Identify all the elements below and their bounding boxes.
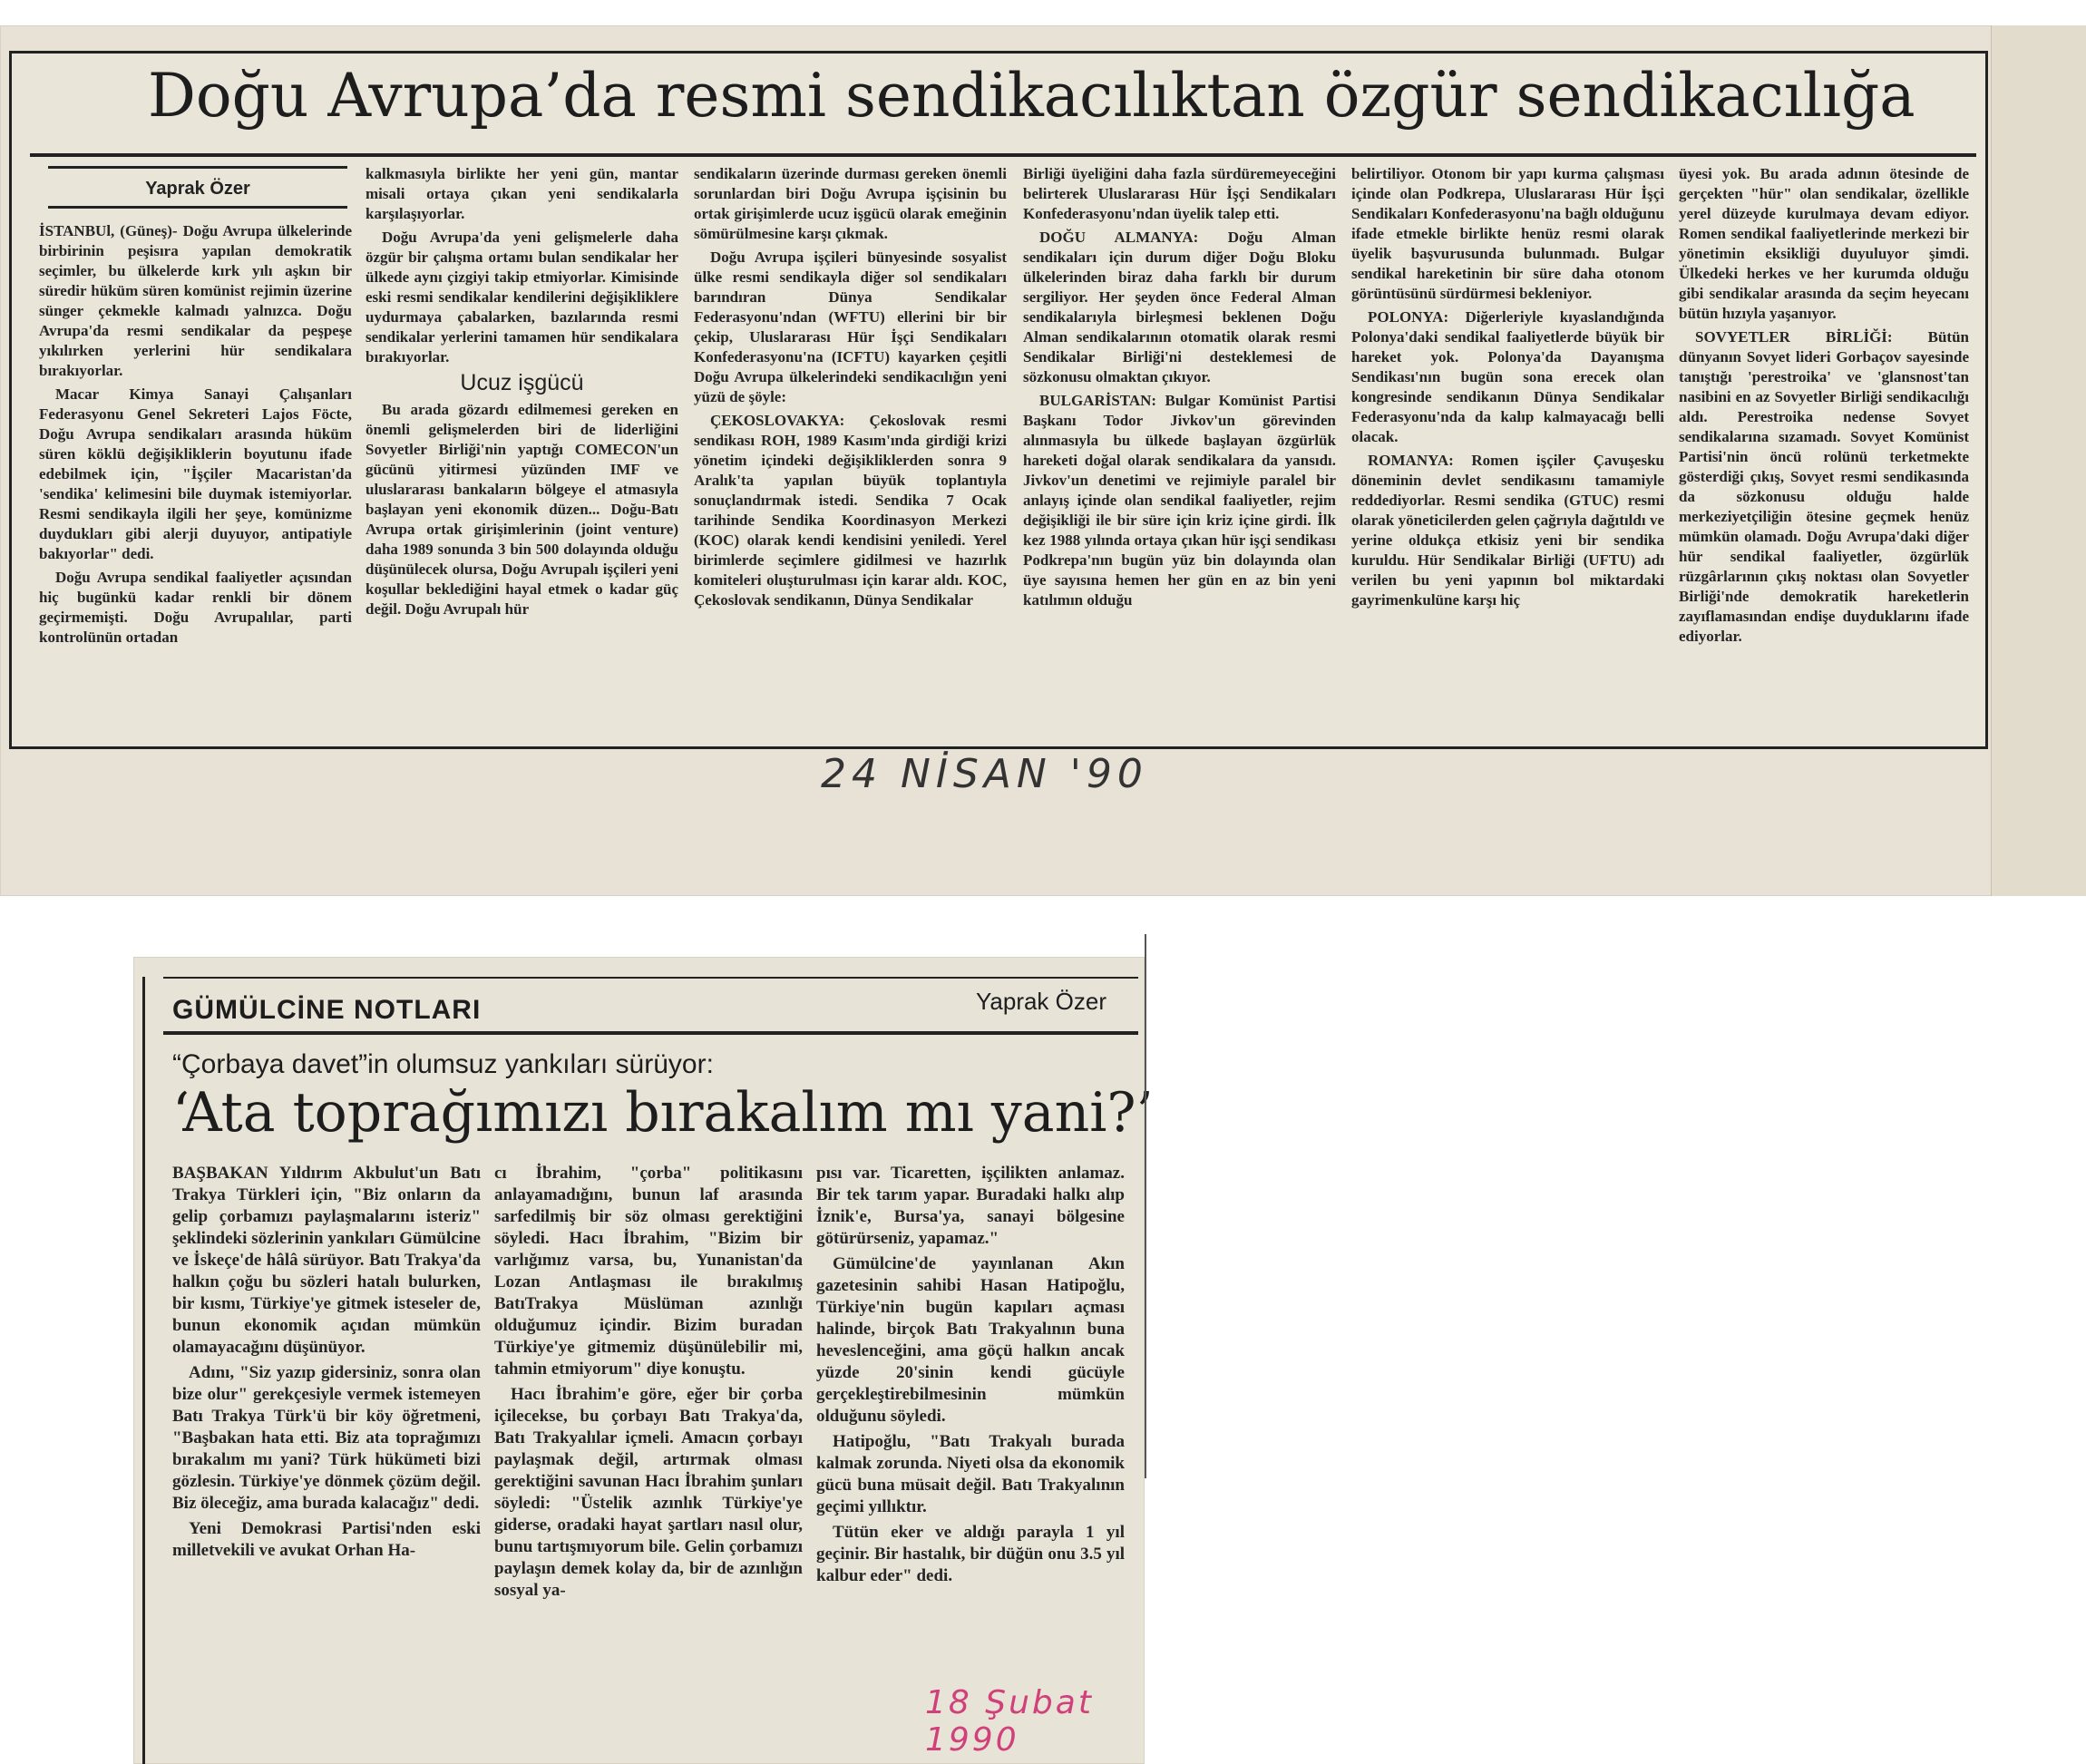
paragraph: kalkmasıyla birlikte her yeni gün, mantar misali ortaya çıkan yeni sendikalarla karşılaşıyorlar.: [366, 165, 678, 222]
paragraph: pısı var. Ticaretten, işçilikten anlamaz. Bir tek tarım yapar. Buradaki halkı alıp İznik'e, Bursa'ya, sanayi bölgesine götürürseniz, yapamaz.": [816, 1164, 1125, 1248]
article-1-column-3: [694, 164, 1007, 745]
paragraph: Gümülcine'de yayınlanan Akın gazetesinin sahibi Hasan Hatipoğlu, Türkiye'nin bugün kapıları açması halinde, birçok Batı Trakyalının buna heveslenceğini, ama göçü halkın ancak yüzde 20'sinin kendi gücüyle gerçekleştirebilmesinin mümkün olduğunu söyledi.: [816, 1254, 1125, 1426]
article-1-byline: Yaprak Özer: [145, 179, 250, 199]
article-2-kicker: “Çorbaya davet”in olumsuz yankıları sürüyor:: [172, 1049, 714, 1079]
paragraph: BAŞBAKAN Yıldırım Akbulut'un Batı Trakya Türkleri için, "Biz onların da gelip çorbamızı paylaşmalarını isteriz" şeklindeki sözlerinin yankıları Gümülcine ve İskeçe'de hâlâ sürüyor. Batı Trakya'da halkın çoğu bu sözleri hatalı bulurken, bir kısmı, Türkiye'ye gitmek isteseler de, bunun ekonomik açıdan mümkün olamayacağını düşünüyor.: [172, 1164, 481, 1357]
article-1-column-6: [1679, 164, 1969, 745]
section-rule-bottom: [163, 1031, 1138, 1035]
paragraph: İSTANBUl, (Güneş)- Doğu Avrupa ülkelerinde birbirinin peşisıra yapılan demokratik seçimler, bu ülkelerde kırk yılı aşkın bir süredir hüküm süren komünist rejimin üzerine sünger çekmekle kalmadı yalnızca. Doğu Avrupa'da resmi sendikalar da peşpeşe yıkılırken yerlerini hür sendikalara bırakıyorlar.: [39, 222, 352, 379]
paragraph: Doğu Avrupa'da yeni gelişmelerle daha özgür bir çalışma ortamı bulan sendikalar her ülkede aynı çizgiyi takip etmiyorlar. Kimisinde eski resmi sendikalar kendilerini değişikliklere uydurmaya çabalarken, bazılarında resmi sendikalar yerlerini tamamen hür sendikalara bırakıyorlar.: [366, 229, 678, 365]
clipping-1-edge: [1991, 25, 2086, 896]
article-1-subheading: Ucuz işgücü: [460, 370, 584, 395]
article-1-column-4: [1023, 164, 1336, 745]
section-rule-top: [163, 977, 1138, 979]
paragraph: DOĞU ALMANYA: Doğu Alman sendikaları için durum diğer Doğu Bloku ülkelerinden biraz daha farklı bir durum sergiliyor. Her şeyden önce Federal Alman sendikalarıyla birleşmesi beklenen Doğu Alman sendikalarının otomatik olarak resmi Sendikalar Birliği'ni desteklemesi de sözkonusu olmaktan çıkıyor.: [1023, 229, 1336, 385]
handwritten-date-1: 24 NİSAN '90: [821, 751, 1148, 797]
handwritten-date-2: 18 Şubat 1990: [925, 1684, 1094, 1759]
paragraph: Yeni Demokrasi Partisi'nden eski milletvekili ve avukat Orhan Ha-: [172, 1519, 481, 1560]
paragraph: Macar Kimya Sanayi Çalışanları Federasyonu Genel Sekreteri Lajos Föcte, Doğu Avrupa sendikaları arasında hüküm süren köklü değişikliklerin boyutunu ifade edebilmek için, "İşçiler Macaristan'da 'sendika' kelimesini bile duymak istemiyorlar. Resmi sendikayla ilgili her şeye, komünizme duydukları gibi alerji duyuyor, antipatiyle bakıyorlar" dedi.: [39, 385, 352, 562]
paragraph: üyesi yok. Bu arada adının ötesinde de gerçekten "hür" olan sendikalar, özellikle yerel düzeyde kurulmaya devam ediyor. Romen sendikal faaliyetlerinde merkezi bir yönetimin eksikliği duyuluyor şimdi. Ülkedeki herkes ve her kurumda olduğu gibi sendikalar arasında da seçim heyecanı bütün hızıyla yaşanıyor.: [1679, 165, 1969, 322]
paragraph: Bu arada gözardı edilmemesi gereken en önemli gelişmelerden biri de liderliğini Sovyetler Birliği'nin yaptığı COMECON'un gücünü yitirmesi yüzünden IMF ve uluslararası bankaların bölgeye el atmasıyla başlayan yeni ekonomik düzen... Doğu-Batı Avrupa ortak girişimlerinin (joint venture) daha 1989 sonunda 3 bin 500 dolayında olduğu düşünülecek olursa, Doğu Avrupalı işçileri yeni koşullar beklediğini hayal etmek o kadar güç değil. Doğu Avrupalı hür: [366, 401, 678, 618]
paragraph: Doğu Avrupa işçileri bünyesinde sosyalist ülke resmi sendikayla diğer sol sendikaları barındıran Dünya Sendikalar Federasyonu'ndan (WFTU) ellerini bir bir çekip, Uluslararası Hür İşçi Sendikaları Konfederasyonu'na (ICFTU) kayarken çeşitli Doğu Avrupa ülkelerindeki sendikacılığın yeni yüzü de şöyle:: [694, 249, 1007, 405]
article-2-column-1: [172, 1163, 481, 1752]
paragraph: Doğu Avrupa sendikal faaliyetler açısından hiç bugünkü kadar renkli bir dönem geçirmemişti. Doğu Avrupalılar, parti kontrolünün ortadan: [39, 569, 352, 646]
article-1-column-2: [366, 164, 678, 745]
byline-rule-top: [48, 166, 347, 169]
article-2-headline: ‘Ata toprağımızı bırakalım mı yani?’: [172, 1081, 1154, 1145]
paragraph: Hacı İbrahim'e göre, eğer bir çorba içilecekse, bu çorbayı Batı Trakya'da, Batı Trakyalılar içmeli. Amacın çorbayı paylaşmak değil, artırmak olması gerektiğini savunan Hacı İbrahim şunları söyledi: "Üstelik azınlık Türkiye'ye giderse, oradaki hayat şartları nasıl olur, bunu tartışmıyorum bile. Gelin çorbamızı paylaşın demek kolay da, bir de azınlığın sosyal ya-: [494, 1385, 803, 1600]
paragraph: Tütün eker ve aldığı parayla 1 yıl geçinir. Bir hastalık, bir düğün onu 3.5 yıl kalbur eder" dedi.: [816, 1523, 1125, 1585]
adjacent-clipping-edge: [1145, 934, 1159, 1478]
paragraph: belirtiliyor. Otonom bir yapı kurma çalışması içinde olan Podkrepa, Uluslararası Hür İşçi Sendikaları Konfederasyonu'na bağlı olduğunu ifade etmekle birlikte henüz resmi olarak üyelik başvurusunda bulunmadı. Bulgar sendikal hareketinin bir süre daha otonom görüntüsünü sürdürmesi bekleniyor.: [1351, 165, 1664, 302]
paragraph: ÇEKOSLOVAKYA: Çekoslovak resmi sendikası ROH, 1989 Kasım'ında girdiği krizi yönetim içindeki değişikliklerden sonra 9 Aralık'ta yapılan büyük toplantıyla sonuçlandırmak istedi. Sendika 7 Ocak tarihinde Sendika Koordinasyon Merkezi (KOC) olarak kendi kendisini yeniledi. Yerel birimlerde seçimlere gidilmesi ve hazırlık komiteleri oluşturulması için karar aldı. KOC, Çekoslovak sendikanın, Dünya Sendikalar: [694, 412, 1007, 609]
paragraph: cı İbrahim, "çorba" politikasını anlayamadığını, bunun laf arasında sarfedilmiş bir söz olması gerektiğini söyledi. Hacı İbrahim, "Bizim bir varlığımız varsa, bu, Yunanistan'da Lozan Antlaşması ile bırakılmış BatıTrakya Müslüman azınlığı olduğumuz içindir. Bizim buradan Türkiye'ye gitmemiz düşünülebilir mi, tahmin etmiyorum" diye konuştu.: [494, 1164, 803, 1379]
clipping-1: [0, 25, 2086, 896]
paragraph: sendikaların üzerinde durması gereken önemli sorunlardan biri Doğu Avrupa işçisinin bu ortak girişimlerde ucuz işgücü olarak emeğinin sömürülmesine karşı çıkmak.: [694, 165, 1007, 242]
article-1-frame: [9, 51, 1988, 749]
paragraph: Hatipoğlu, "Batı Trakyalı burada kalmak zorunda. Niyeti olsa da ekonomik gücü buna müsait değil. Batı Trakyalının geçimi yıllıktır.: [816, 1432, 1125, 1516]
article-1-headline: Doğu Avrupa’da resmi sendikacılıktan özgür sendikacılığa: [148, 61, 1915, 131]
paragraph: BULGARİSTAN: Bulgar Komünist Partisi Başkanı Todor Jivkov'un görevinden alınmasıyla bu ülkede başlayan özgürlük hareketi doğal olarak sendikalara da yansıdı. Jivkov'un denetimi ve rejimiyle paralel bir anlayış içinde olan sendikal faaliyetler, rejim değişikliği ile bir süre için kriz içine girdi. İlk kez 1988 yılında ortaya çıkan hür işçi sendikası Podkrepa'nın bugün yüz bin dolayında olan üye sayısına hemen her gün en az bin yeni katılımın olduğu: [1023, 392, 1336, 609]
byline-rule-bottom: [48, 206, 347, 209]
paragraph: Adını, "Siz yazıp gidersiniz, sonra olan bize olur" gerekçesiyle vermek istemeyen Batı Trakya Türk'ü bir köy öğretmeni, "Başbakan hata etti. Biz ata toprağımızı bırakalım mı yani? Türk hükümeti bizi gözlesin. Türkiye'ye dönmek çözüm değil. Biz öleceğiz, ama burada kalacağız" dedi.: [172, 1363, 481, 1513]
paragraph: POLONYA: Diğerleriyle kıyaslandığında Polonya'daki sendikal faaliyetlerde büyük bir hareket yok. Polonya'da Dayanışma Sendikası'nın bugün sona erecek olan kongresinde sendikanın Dünya Sendikalar Federasyonu'nda da kalıp kalmayacağı belli olacak.: [1351, 308, 1664, 445]
article-2-column-3: [816, 1163, 1125, 1671]
article-1-column-1: [39, 221, 352, 743]
article-2-frame: [142, 977, 1154, 1764]
article-2-column-2: [494, 1163, 803, 1752]
paragraph: Birliği üyeliğini daha fazla sürdüremeyeceğini belirterek Uluslararası Hür İşçi Sendikaları Konfederasyonu'ndan üyelik talep etti.: [1023, 165, 1336, 222]
article-2-byline: Yaprak Özer: [975, 988, 1106, 1015]
clipping-2: [133, 957, 1154, 1764]
article-1-column-5: [1351, 164, 1664, 745]
paragraph: ROMANYA: Romen işçiler Çavuşesku döneminin devlet sendikasını tamamiyle reddediyorlar. Resmi sendika (GTUC) resmi olarak yöneticilerden gelen çağrıyla dağıtıldı ve yerine oldukça etkisiz yeni bir sendika kuruldu. Hür Sendikalar Birliği (UFTU) adı verilen bu yeni yapının bol miktardaki gayrimenkulüne karşı hiç: [1351, 452, 1664, 609]
section-title: GÜMÜLCİNE NOTLARI: [172, 995, 482, 1025]
paragraph: SOVYETLER BİRLİĞİ: Bütün dünyanın Sovyet lideri Gorbaçov sayesinde tanıştığı 'perestroika' ve 'glansnost'tan nasibini en az Sovyetler Birliği sendikacılığı aldı. Perestroika nedense Sovyet sendikalarına sızamadı. Sovyet Komünist Partisi'nin öncü rolünü terketmekte gösterdiği çıkış, Sovyet resmi sendikasında da sözkonusu olduğu halde merkeziyetçiliğin ötesine geçmek henüz mümkün olamadı. Doğu Avrupa'daki diğer hür sendikal faaliyetler, özgürlük rüzgârlarının çıkış noktası olan Sovyetler Birliği'nde demokratik hareketlerin zayıflamasından endişe duyduklarını ifade ediyorlar.: [1679, 328, 1969, 645]
headline-rule: [30, 153, 1976, 157]
